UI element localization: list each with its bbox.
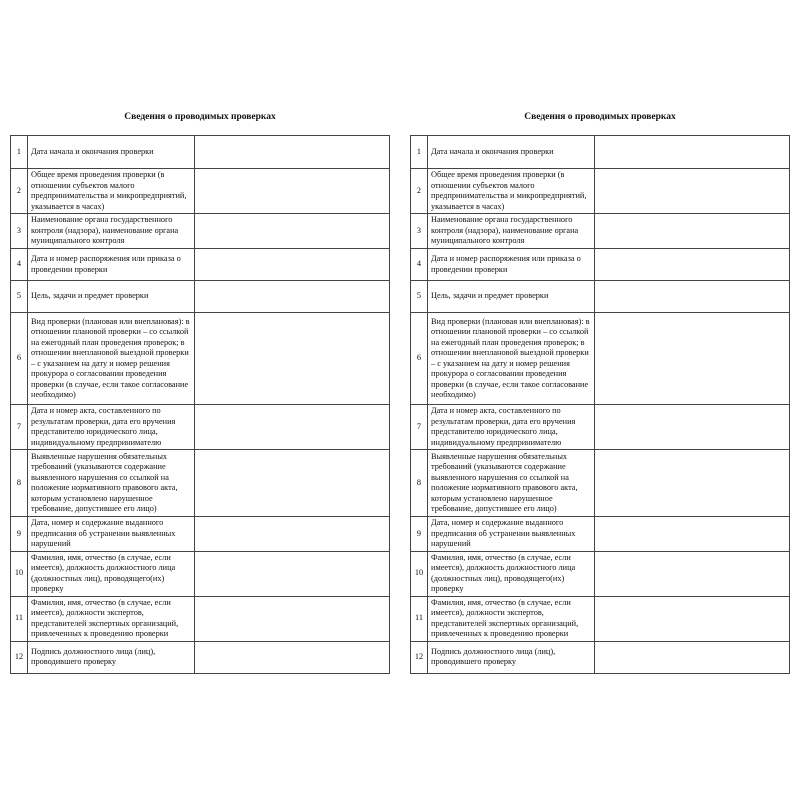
row-number: 8	[411, 450, 428, 517]
row-label: Подпись должностного лица (лиц), проводившего проверку	[28, 641, 195, 673]
row-label: Фамилия, имя, отчество (в случае, если имеется), должность должностного лица (должностных лиц), проводящего(их) проверку	[428, 551, 595, 596]
row-value-cell[interactable]	[195, 517, 390, 552]
table-row	[11, 313, 390, 405]
row-number: 1	[411, 136, 428, 169]
row-label: Дата и номер акта, составленного по результатам проверки, дата его вручения представителю юридического лица, индивидуальному предпринимателю	[28, 405, 195, 450]
row-value-cell[interactable]	[595, 214, 790, 249]
row-number: 12	[411, 641, 428, 673]
row-number: 10	[411, 551, 428, 596]
row-number: 6	[411, 313, 428, 405]
table-row	[11, 214, 390, 249]
table-row	[11, 517, 390, 552]
row-number: 6	[11, 313, 28, 405]
inspection-table	[410, 135, 790, 674]
row-value-cell[interactable]	[595, 596, 790, 641]
row-value-cell[interactable]	[195, 405, 390, 450]
row-number: 2	[11, 169, 28, 214]
row-number: 7	[11, 405, 28, 450]
row-label: Дата, номер и содержание выданного предписания об устранении выявленных нарушений	[428, 517, 595, 552]
row-label: Выявленные нарушения обязательных требований (указываются содержание выявленного нарушения со ссылкой на положение нормативного правового акта, которым установлено нарушенное требование, допустившее его лицо)	[28, 450, 195, 517]
row-number: 1	[11, 136, 28, 169]
row-number: 3	[11, 214, 28, 249]
row-label: Дата и номер распоряжения или приказа о проведении проверки	[28, 249, 195, 281]
row-value-cell[interactable]	[595, 249, 790, 281]
row-number: 9	[11, 517, 28, 552]
row-label: Подпись должностного лица (лиц), проводившего проверку	[428, 641, 595, 673]
page-title: Сведения о проводимых проверках	[124, 112, 276, 122]
row-value-cell[interactable]	[195, 249, 390, 281]
row-value-cell[interactable]	[595, 517, 790, 552]
row-label: Вид проверки (плановая или внеплановая): в отношении плановой проверки – со ссылкой на ежегодный план проведения проверок; в отношении внеплановой выездной проверки – с указанием на дату и номер решения прокурора о согласовании проведения проверки (в случае, если такое согласование необходимо)	[428, 313, 595, 405]
row-value-cell[interactable]	[595, 405, 790, 450]
row-label: Дата, номер и содержание выданного предписания об устранении выявленных нарушений	[28, 517, 195, 552]
table-row	[411, 517, 790, 552]
row-number: 4	[411, 249, 428, 281]
table-row	[411, 313, 790, 405]
row-label: Наименование органа государственного контроля (надзора), наименование органа муниципального контроля	[428, 214, 595, 249]
row-label: Фамилия, имя, отчество (в случае, если имеется), должности экспертов, представителей экспертных организаций, привлеченных к проведению проверки	[428, 596, 595, 641]
table-row	[411, 281, 790, 313]
row-number: 7	[411, 405, 428, 450]
row-value-cell[interactable]	[195, 450, 390, 517]
row-value-cell[interactable]	[595, 450, 790, 517]
row-label: Дата начала и окончания проверки	[28, 136, 195, 169]
row-value-cell[interactable]	[595, 136, 790, 169]
table-row	[411, 551, 790, 596]
row-value-cell[interactable]	[595, 281, 790, 313]
row-value-cell[interactable]	[595, 313, 790, 405]
row-number: 11	[11, 596, 28, 641]
row-value-cell[interactable]	[595, 551, 790, 596]
row-value-cell[interactable]	[195, 136, 390, 169]
row-value-cell[interactable]	[595, 169, 790, 214]
row-label: Дата и номер распоряжения или приказа о проведении проверки	[428, 249, 595, 281]
table-row	[11, 641, 390, 673]
table-row	[411, 169, 790, 214]
row-number: 2	[411, 169, 428, 214]
row-value-cell[interactable]	[195, 596, 390, 641]
row-value-cell[interactable]	[595, 641, 790, 673]
row-number: 3	[411, 214, 428, 249]
row-label: Цель, задачи и предмет проверки	[28, 281, 195, 313]
row-number: 5	[11, 281, 28, 313]
row-value-cell[interactable]	[195, 313, 390, 405]
row-number: 4	[11, 249, 28, 281]
table-row	[411, 249, 790, 281]
table-row	[411, 136, 790, 169]
row-number: 11	[411, 596, 428, 641]
table-row	[11, 450, 390, 517]
row-value-cell[interactable]	[195, 641, 390, 673]
row-number: 10	[11, 551, 28, 596]
row-number: 9	[411, 517, 428, 552]
table-row	[411, 405, 790, 450]
table-row	[11, 136, 390, 169]
row-label: Вид проверки (плановая или внеплановая): в отношении плановой проверки – со ссылкой на ежегодный план проведения проверок; в отношении внеплановой выездной проверки – с указанием на дату и номер решения прокурора о согласовании проведения проверки (в случае, если такое согласование необходимо)	[28, 313, 195, 405]
row-label: Цель, задачи и предмет проверки	[428, 281, 595, 313]
table-row	[11, 551, 390, 596]
table-row	[11, 281, 390, 313]
table-row	[11, 249, 390, 281]
row-label: Общее время проведения проверки (в отношении субъектов малого предпринимательства и микропредприятий, указывается в часах)	[28, 169, 195, 214]
row-label: Фамилия, имя, отчество (в случае, если имеется), должность должностного лица (должностных лиц), проводящего(их) проверку	[28, 551, 195, 596]
row-label: Фамилия, имя, отчество (в случае, если имеется), должности экспертов, представителей экспертных организаций, привлеченных к проведению проверки	[28, 596, 195, 641]
row-label: Выявленные нарушения обязательных требований (указываются содержание выявленного нарушения со ссылкой на положение нормативного правового акта, которым установлено нарушенное требование, допустившее его лицо)	[428, 450, 595, 517]
row-value-cell[interactable]	[195, 214, 390, 249]
inspection-table	[10, 135, 390, 674]
row-value-cell[interactable]	[195, 281, 390, 313]
table-row	[11, 405, 390, 450]
row-label: Наименование органа государственного контроля (надзора), наименование органа муниципального контроля	[28, 214, 195, 249]
row-label: Общее время проведения проверки (в отношении субъектов малого предпринимательства и микропредприятий, указывается в часах)	[428, 169, 595, 214]
table-row	[411, 450, 790, 517]
row-number: 8	[11, 450, 28, 517]
table-row	[11, 169, 390, 214]
row-number: 12	[11, 641, 28, 673]
row-value-cell[interactable]	[195, 551, 390, 596]
page-title: Сведения о проводимых проверках	[524, 112, 676, 122]
table-row	[411, 641, 790, 673]
row-value-cell[interactable]	[195, 169, 390, 214]
row-label: Дата и номер акта, составленного по результатам проверки, дата его вручения представителю юридического лица, индивидуальному предпринимателю	[428, 405, 595, 450]
row-number: 5	[411, 281, 428, 313]
table-row	[11, 596, 390, 641]
table-row	[411, 596, 790, 641]
row-label: Дата начала и окончания проверки	[428, 136, 595, 169]
table-row	[411, 214, 790, 249]
